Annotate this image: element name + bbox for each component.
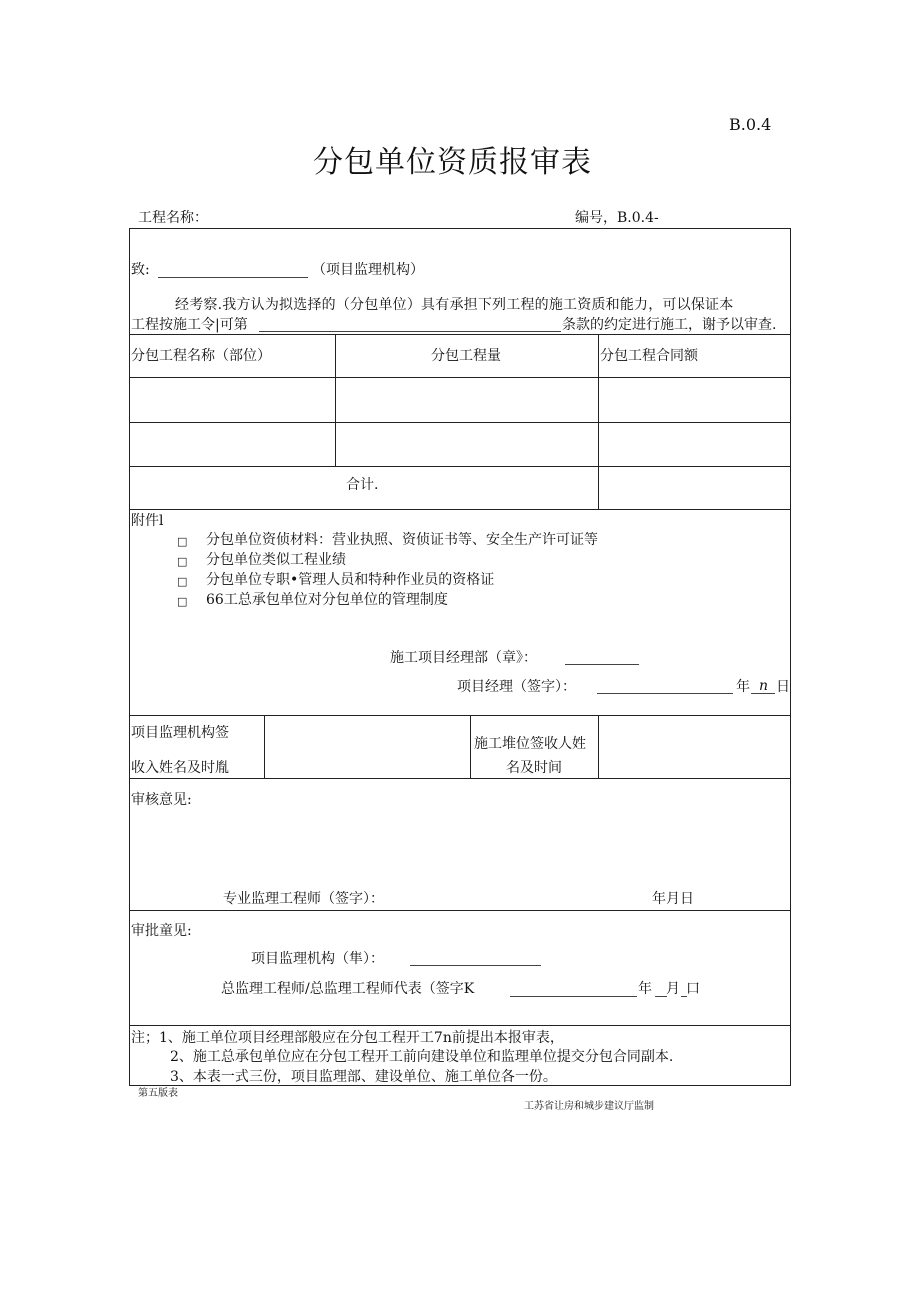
contractor-receipt-label-1: 施工堆位签收人姓	[474, 736, 586, 752]
col-divider	[598, 334, 599, 509]
pm-date-month: n	[759, 678, 769, 694]
supervisor-receipt-label-1: 项目监理机构签	[131, 725, 229, 741]
review-date-label: 年月日	[652, 891, 694, 907]
col-header-subcontract-name: 分包工程名称（部位）	[131, 348, 271, 364]
engineer-sign-label: 专业监理工程师（签字）：	[223, 891, 384, 907]
supervision-org-field[interactable]	[158, 277, 308, 278]
col-divider	[470, 715, 471, 778]
statement-line-2-suffix: 条款的约定进行施工，谢予以审查.	[562, 317, 777, 333]
statement-line-2-prefix: 工程按施工令|可第	[131, 317, 248, 333]
chief-engineer-label: 总监理工程师/总监理工程师代表（签字K	[221, 981, 475, 997]
row-divider	[129, 1025, 790, 1026]
note-line-2: 2、施工总承包单位应在分包工程开工前向建设单位和监理单位提交分包合同副本.	[170, 1049, 674, 1065]
checkbox[interactable]: □	[177, 555, 188, 568]
col-header-contract-amount: 分包工程合同额	[600, 348, 698, 364]
attachment-item: 分包单位专职•管理人员和特种作业员的资格证	[206, 572, 495, 588]
approval-opinion-label: 审批童见:	[131, 923, 192, 939]
table-cell[interactable]	[338, 380, 596, 420]
attachment-item: 分包单位类似工程业绩	[206, 552, 346, 568]
attachment-item: 66工总承包单位对分包单位的管理制度	[206, 592, 448, 608]
table-cell[interactable]	[601, 425, 787, 464]
form-code: B.0.4	[729, 115, 772, 134]
attachments-label: 附件l	[131, 513, 164, 529]
approval-date-month: 月	[666, 981, 680, 997]
project-name-label: 工程名称：	[138, 210, 208, 226]
page-title: 分包单位资质报审表	[313, 145, 592, 180]
row-divider	[129, 910, 790, 911]
statement-line-1: 经考察.我方认为拟选择的（分包单位）具有承担下列工程的施工资质和能力，可以保证本	[175, 297, 734, 313]
pm-date-day: 日	[776, 679, 790, 695]
row-divider	[129, 778, 790, 779]
total-label: 合计.	[346, 477, 379, 493]
checkbox[interactable]: □	[177, 575, 188, 588]
contract-clause-field[interactable]	[259, 331, 561, 332]
note-line-3: 3、本表一式三份，项目监理部、建设单位、施工单位各一份。	[170, 1069, 557, 1085]
approval-date-year: 年	[638, 981, 652, 997]
col-divider	[335, 334, 336, 466]
checkbox[interactable]: □	[177, 535, 188, 548]
row-divider	[129, 509, 790, 510]
table-cell[interactable]	[601, 380, 787, 420]
pm-sign-field[interactable]	[597, 693, 733, 694]
issuer-label: 工苏省让房和城步建议厅监制	[524, 1101, 654, 1112]
table-cell[interactable]	[338, 425, 596, 464]
row-divider	[129, 422, 790, 423]
contractor-receipt-label-2: 名及时间	[506, 760, 562, 776]
col-divider	[264, 715, 265, 778]
note-line-1: 注；1、施工单位项目经理部般应在分包工程开工7n前提出本报审表，	[131, 1030, 564, 1046]
attachment-item: 分包单位资侦材料：营业执照、资侦证书等、安全生产许可证等	[206, 532, 598, 548]
checkbox[interactable]: □	[177, 595, 188, 608]
approval-org-label: 项目监理机构（隼）：	[251, 951, 384, 967]
contractor-receipt-cell[interactable]	[601, 718, 787, 776]
to-label: 致:	[131, 262, 150, 278]
row-divider	[129, 466, 790, 467]
col-header-quantity: 分包工程量	[431, 348, 501, 364]
supervision-org-suffix: （项目监理机构）	[312, 262, 424, 278]
row-divider	[129, 334, 790, 335]
form-number-label: 编号，B.0.4-	[575, 210, 659, 226]
review-opinion-label: 审核意见:	[131, 792, 192, 808]
table-cell[interactable]	[131, 380, 333, 420]
edition-label: 第五版表	[138, 1088, 178, 1099]
approval-date-day: 口	[686, 981, 700, 997]
row-divider	[129, 377, 790, 378]
chief-engineer-sign-field[interactable]	[510, 996, 637, 997]
pm-sign-label: 项目经理（签字）：	[457, 679, 576, 695]
table-cell[interactable]	[131, 425, 333, 464]
row-divider	[129, 715, 790, 716]
approval-org-seal-field[interactable]	[410, 965, 541, 966]
pm-date-year: 年	[736, 679, 750, 695]
col-divider	[598, 715, 599, 778]
supervisor-receipt-label-2: 收入姓名及时胤	[131, 760, 229, 776]
review-opinion-area[interactable]	[131, 812, 786, 882]
contractor-dept-label: 施工项目经理部（章》：	[390, 650, 537, 666]
supervisor-receipt-cell[interactable]	[267, 718, 468, 776]
total-amount-cell[interactable]	[601, 469, 787, 507]
contractor-dept-seal-field[interactable]	[565, 664, 639, 665]
